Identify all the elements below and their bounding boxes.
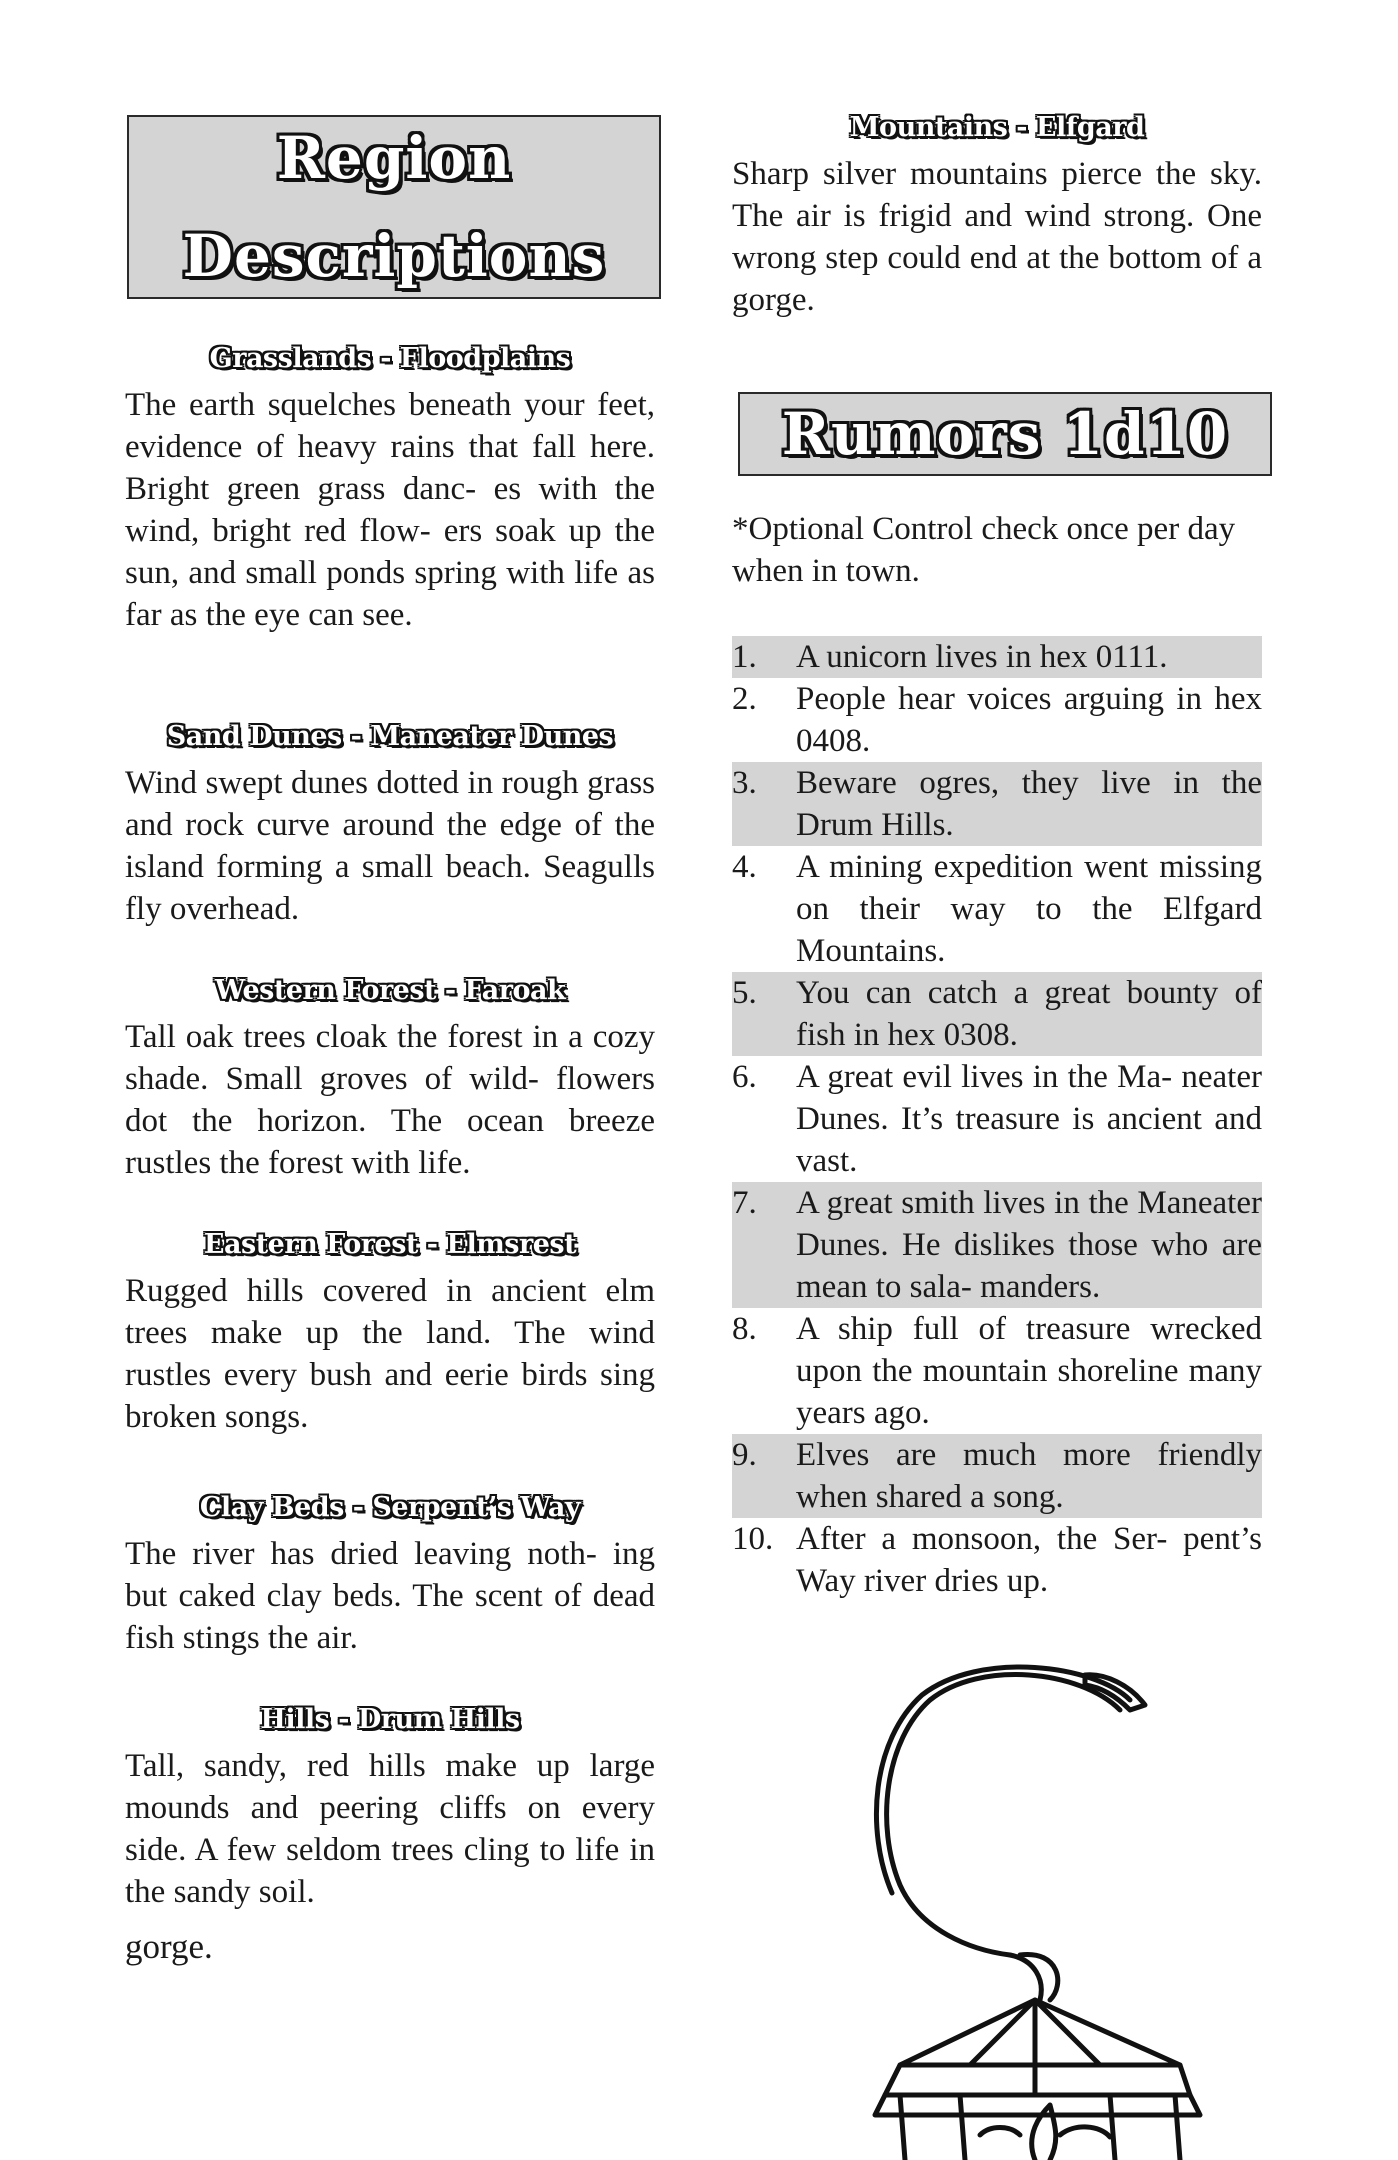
rumor-text: After a monsoon, the Ser- pent’s Way river dries up. [796,1521,1262,1599]
rumor-text: A great evil lives in the Ma- neater Dunes. It’s treasure is ancient and vast. [796,1059,1262,1179]
rumor-number: 5. [732,975,757,1011]
region-text-clay-beds: The river has dried leaving noth- ing but caked clay beds. The scent of dead fish stings the air. [125,1536,655,1656]
rumor-item [732,1182,1262,1308]
region-text-mountains: Sharp silver mountains pierce the sky. The air is frigid and wind strong. One wrong step could end at the bottom of a gorge. [732,156,1262,318]
rumor-text: Beware ogres, they live in the Drum Hills. [796,765,1262,843]
rumor-text: You can catch a great bounty of fish in hex 0308. [796,975,1262,1053]
region-heading-hills: Hills - Drum Hills [260,1704,520,1735]
rumor-item [732,1434,1262,1518]
rumor-number: 3. [732,765,757,801]
rumor-item [732,1308,1262,1434]
region-heading-mountains: Mountains - Elfgard [849,112,1145,143]
rumors-title-box [738,392,1272,476]
rumor-number: 10. [732,1521,774,1557]
stray-text: gorge. [125,1927,213,1966]
region-descriptions-title-box [127,115,661,299]
lantern-hook [887,1675,1120,1955]
rumor-number: 4. [732,849,757,885]
lantern-top-knob [1010,1955,1058,2000]
rumor-item [732,1056,1262,1182]
rumor-text: A ship full of treasure wrecked upon the mountain shoreline many years ago. [796,1311,1262,1431]
rumor-item [732,678,1262,762]
region-heading-eastern-forest: Eastern Forest - Elmsrest [203,1229,577,1260]
region-heading-sand-dunes: Sand Dunes - Maneater Dunes [166,721,614,752]
rumor-number: 7. [732,1185,757,1221]
rumors-list [732,636,1262,1602]
rumor-text: A mining expedition went missing on their way to the Elfgard Mountains. [796,849,1262,969]
rumor-number: 2. [732,681,757,717]
lantern-illustration [860,1655,1280,2160]
region-text-western-forest: Tall oak trees cloak the forest in a cozy shade. Small groves of wild- flowers dot the horizon. The ocean breeze rustles the forest with life. [125,1019,655,1181]
rumor-item [732,762,1262,846]
rumor-item [732,1518,1262,1602]
region-heading-western-forest: Western Forest - Faroak [214,975,566,1006]
rumor-number: 9. [732,1437,757,1473]
rumor-number: 1. [732,639,757,675]
region-text-eastern-forest: Rugged hills covered in ancient elm trees make up the land. The wind rustles every bush and eerie birds sing broken songs. [125,1273,655,1435]
rumor-number: 8. [732,1311,757,1347]
rumor-text: People hear voices arguing in hex 0408. [796,681,1262,759]
region-text-hills: Tall, sandy, red hills make up large mounds and peering cliffs on every side. A few seldom trees cling to life in the sandy soil. [125,1748,655,1910]
rumors-title: Rumors 1d10 [781,400,1229,468]
region-heading-clay-beds: Clay Beds - Serpent’s Way [199,1492,581,1523]
rumor-item [732,846,1262,972]
region-text-sand-dunes: Wind swept dunes dotted in rough grass and rock curve around the edge of the island forming a small beach. Seagulls fly overhead. [125,765,655,927]
region-descriptions-title: Region Descriptions [182,124,606,290]
region-heading-grasslands: Grasslands - Floodplains [209,343,571,374]
rumors-note: *Optional Control check once per day when in town. [732,511,1236,589]
rumor-text: Elves are much more friendly when shared a song. [796,1437,1262,1515]
rumor-text: A unicorn lives in hex 0111. [796,639,1168,675]
region-text-grasslands: The earth squelches beneath your feet, evidence of heavy rains that fall here. Bright green grass danc- es with the wind, bright red flow- ers soak up the sun, and small ponds spring with life as far as the eye can see. [125,387,655,633]
rumor-text: A great smith lives in the Maneater Dunes. He dislikes those who are mean to sala- manders. [796,1185,1262,1305]
lantern-cage [900,2095,1180,2160]
rumor-item [732,636,1262,678]
rumor-number: 6. [732,1059,757,1095]
rumor-item [732,972,1262,1056]
